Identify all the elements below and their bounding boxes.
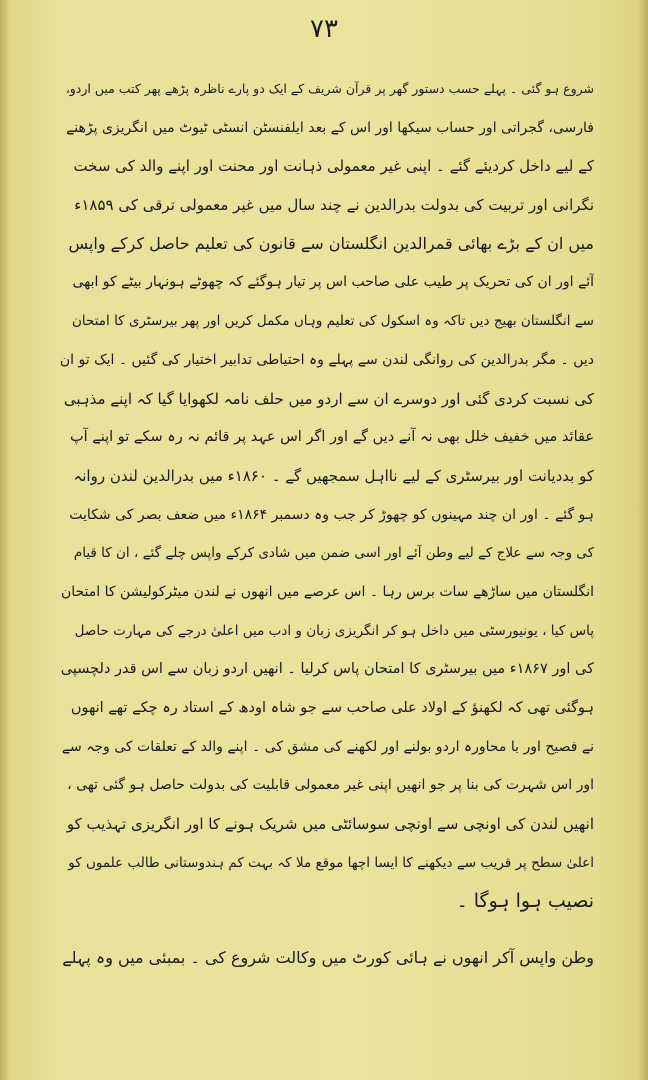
paragraph-break [60, 921, 594, 939]
text-line: کی وجہ سے علاج کے لیے وطن آئے اور اسی ضمن میں شادی کرکے واپس چلے گئے ، ان کا قیام [73, 545, 594, 562]
text-line: کو بددیانت اور بیرسٹری کے لیے نااہل سمجھیں گے ۔ ۱۸۶۰ء میں بدرالدین لندن روانہ [73, 466, 594, 485]
page-number: ۷۳ [310, 14, 338, 44]
text-line: شروع ہو گئی ۔ پہلے حسب دستور گھر پر قرآن شریف کے ایک دو پارے ناظرہ پڑھے پھر کتب میں اردو، [65, 81, 594, 96]
body-text [60, 70, 594, 978]
text-line: ہوگئی تھی کہ لکھنؤ کے اولاد علی صاحب سے جو شاہ اودھ کے استاد رہ چکے تھے انھوں [70, 700, 594, 716]
text-line: دیں ۔ مگر بدرالدین کی روانگی لندن سے پہلے وہ احتیاطی تدابیر اختیار کی گئیں ۔ ایک تو ان [60, 351, 594, 368]
text-line: نگرانی اور تربیت کی بدولت بدرالدین نے چند سال میں غیر معمولی ترقی کی ۱۸۵۹ء [74, 196, 594, 215]
text-line: فارسی، گجراتی اور حساب سیکھا اور اس کے بعد ایلفنسٹن انسٹی ٹیوٹ میں انگریزی پڑھنے [66, 119, 594, 136]
text-line: عقائد میں خفیف خلل بھی نہ آنے دیں گے اور اگر اس عہد پر قائم نہ رہ سکے تو اپنے آپ [69, 429, 594, 446]
text-line: کی اور ۱۸۶۷ء میں بیرسٹری کا امتحان پاس کرلیا ۔ انھیں اردو زبان سے اس قدر دلچسپی [60, 661, 594, 678]
text-line: نے فصیح اور با محاورہ اردو بولنے اور لکھنے کی مشق کی ۔ اپنے والد کے تعلقات کی وجہ سے [61, 738, 594, 755]
text-line: انگلستان میں ساڑھے سات برس رہا ۔ اس عرصے میں انھوں نے لندن میٹرکولیشن کا امتحان [60, 583, 594, 600]
text-line: میں ان کے بڑے بھائی قمرالدین انگلستان سے قانون کی تعلیم حاصل کرکے واپس [68, 233, 594, 253]
text-line: نصیب ہوا ہوگا ۔ [456, 890, 594, 913]
text-line: ہو گئے ۔ اور ان چند مہینوں کو چھوڑ کر جب وہ دسمبر ۱۸۶۴ء میں ضعف بصر کی شکایت [69, 506, 594, 523]
text-line: وطن واپس آکر انھوں نے ہائی کورٹ میں وکالت شروع کی ۔ بمبئی میں وہ پہلے [62, 948, 594, 968]
text-line: آئے اور ان کی تحریک پر طیب علی صاحب اس پر تیار ہوگئے کہ چھوٹے ہونہار بیٹے کو ابھی [72, 274, 594, 291]
text-line: اور اس شہرت کی بنا پر جو انھیں اپنی غیر معمولی قابلیت کی بدولت حاصل ہو گئی تھی ، [67, 777, 594, 794]
text-line: سے انگلستان بھیج دیں تاکہ وہ اسکول کی تعلیم وہاں مکمل کریں اور پھر بیرسٹری کا امتحان [71, 313, 594, 330]
text-line: پاس کیا ، یونیورسٹی میں داخل ہو کر انگریزی زبان و ادب میں اعلیٰ درجے کی مہارت حاصل [74, 622, 594, 639]
text-line: اعلیٰ سطح پر قریب سے دیکھنے کا ایسا اچھا موقع ملا کہ بہت کم ہندوستانی طالب علموں کو [68, 854, 594, 871]
text-line: انھیں لندن کی اونچی سے اونچی سوسائٹی میں شریک ہونے کا اور انگریزی تہذیب کو [66, 815, 594, 834]
page-edge-left [0, 0, 10, 1080]
text-line: کے لیے داخل کردیئے گئے ۔ اپنی غیر معمولی ذہانت اور محنت اور اپنے والد کی سخت [73, 157, 594, 176]
page-edge-right [638, 0, 648, 1080]
text-line: کی نسبت کردی گئی اور دوسرے ان سے اردو میں حلف نامہ لکھوایا گیا کہ اپنے مذہبی [63, 389, 594, 408]
